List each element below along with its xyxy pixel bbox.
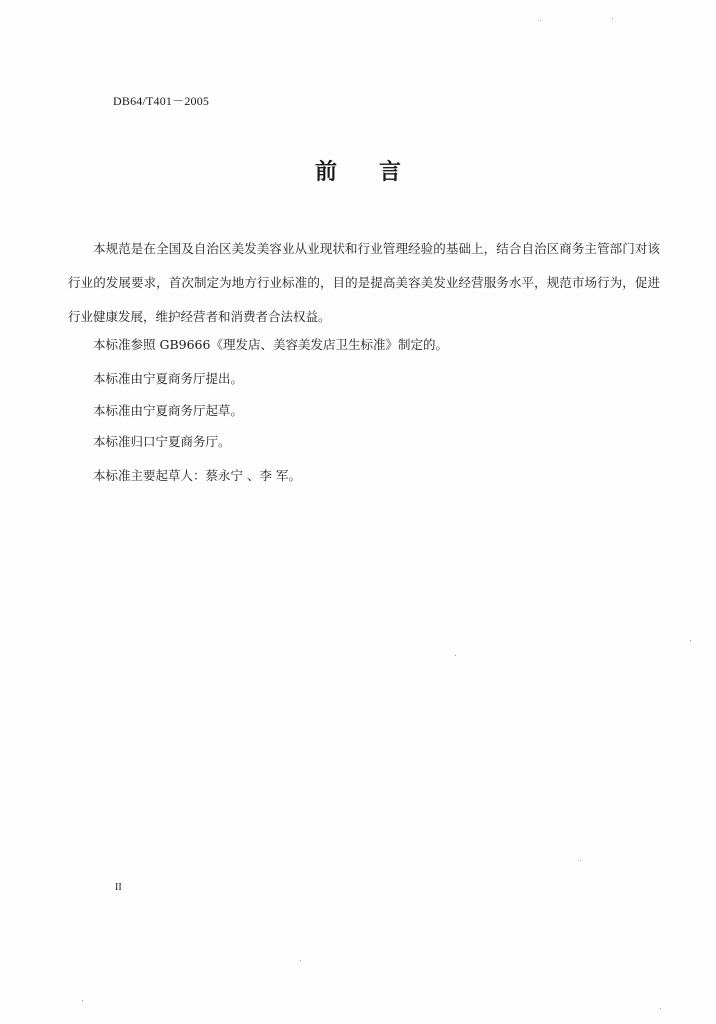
- page-title: 前言: [314, 159, 443, 185]
- scan-speck: [540, 20, 541, 21]
- scan-speck: [300, 960, 301, 961]
- foreword-paragraph: 本规范是在全国及自治区美发美容业从业现状和行业管理经验的基础上，结合自治区商务主管部门对该行业的发展要求，首次制定为地方行业标准的，目的是提高美容美发业经营服务水平，规范市场行为，促进行业健康发展，维护经营者和消费者合法权益。: [68, 241, 660, 324]
- page-number: II: [115, 882, 122, 893]
- drafted-by-line: 本标准由宁夏商务厅起草。: [93, 403, 244, 418]
- managed-by-line: 本标准归口宁夏商务厅。: [93, 434, 231, 449]
- reference-standard-line: 本标准参照 GB9666《理发店、美容美发店卫生标准》制定的。: [93, 337, 448, 352]
- scan-speck: [690, 640, 691, 641]
- scan-speck: [82, 1000, 83, 1001]
- document-code: DB64/T401－2005: [113, 94, 210, 108]
- scan-speck: [455, 655, 456, 656]
- scan-speck: [660, 1008, 661, 1009]
- proposed-by-line: 本标准由宁夏商务厅提出。: [93, 371, 244, 386]
- scan-speck: [612, 18, 613, 19]
- main-drafters-line: 本标准主要起草人：蔡永宁 、李 军。: [93, 468, 301, 483]
- scan-speck: [580, 860, 581, 861]
